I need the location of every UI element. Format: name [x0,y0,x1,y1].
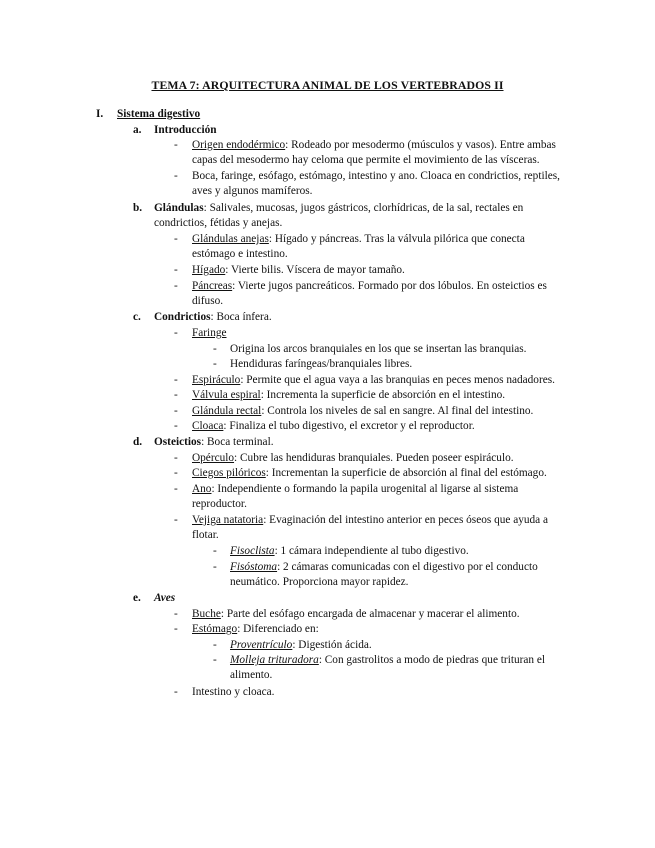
list-marker-c: c. [133,311,141,323]
list-item [192,138,556,153]
bullet-dash: - [174,514,178,526]
list-item-term: Hígado [192,264,226,276]
document-title: TEMA 7: ARQUITECTURA ANIMAL DE LOS VERTEBRADOS II [151,78,504,92]
bullet-dash: - [174,389,178,401]
list-item-term: Faringe [192,327,227,339]
subsection-text: : Boca terminal. [201,436,274,448]
nested-list-item [230,544,469,559]
bullet-dash: - [174,623,178,635]
nested-list-item-term: Fisoclista [230,545,275,557]
nested-list-item [230,638,372,653]
list-item-text: : Incrementa la superficie de absorción en el intestino. [260,389,506,401]
list-item [192,404,533,419]
bullet-dash: - [174,170,178,182]
list-marker-d: d. [133,436,143,448]
bullet-dash: - [213,639,217,651]
list-item-term: Vejiga natatoria [192,514,264,526]
list-item-text: : Vierte bilis. Víscera de mayor tamaño. [225,264,405,276]
list-item [192,622,319,637]
list-item [192,419,475,434]
list-item-term: Ano [192,483,212,495]
nested-list-item: Hendiduras faríngeas/branquiales libres. [230,358,413,370]
subsection-heading-aves: Aves [154,592,176,604]
list-item-text: : Evaginación del intestino anterior en peces óseos que ayuda a [263,514,549,526]
bullet-dash: - [174,420,178,432]
nested-list-item [230,560,538,575]
nested-list-item-continuation: alimento. [230,669,273,681]
nested-list-item-text: : Con gastrolitos a modo de piedras que trituran el [318,654,546,666]
bullet-dash: - [213,343,217,355]
list-item [192,279,547,294]
list-item-continuation: flotar. [192,529,219,541]
bullet-dash: - [174,405,178,417]
list-item-term: Glándulas anejas [192,233,269,245]
list-item-term: Opérculo [192,452,235,464]
list-marker-e: e. [133,592,141,604]
nested-list-item-text: : 1 cámara independiente al tubo digestivo. [274,545,469,557]
list-item-term: Páncreas [192,280,233,292]
subsection-osteictios [154,435,274,450]
bullet-dash: - [213,358,217,370]
nested-list-item-term: Fisóstoma [230,561,278,573]
list-item-term: Buche [192,608,221,620]
list-item-text: : Parte del esófago encargada de almacenar y macerar el alimento. [220,608,520,620]
list-item [192,373,555,388]
bullet-dash: - [174,452,178,464]
list-item-text: : Permite que el agua vaya a las branquias en peces menos nadadores. [240,374,555,386]
list-item-text: : Independiente o formando la papila urogenital al ligarse al sistema [211,483,519,495]
subsection-condrictios [154,310,272,325]
section-number: I. [96,108,104,120]
list-item-continuation: reproductor. [192,498,247,510]
list-item [192,607,520,622]
subsection-heading-introduccion: Introducción [154,124,217,136]
bullet-dash: - [174,233,178,245]
bullet-dash: - [174,264,178,276]
list-item [192,451,514,466]
list-item [192,388,505,403]
bullet-dash: - [174,483,178,495]
bullet-dash: - [213,654,217,666]
bullet-dash: - [174,686,178,698]
subsection-continuation: condrictios, fétidas y anejas. [154,217,283,229]
list-item-text: Intestino y cloaca. [192,686,275,698]
list-item-continuation: difuso. [192,295,224,307]
subsection-heading-condrictios: Condrictios [154,311,211,323]
list-item [192,263,405,278]
bullet-dash: - [213,545,217,557]
nested-list-item: Origina los arcos branquiales en los que se insertan las branquias. [230,343,527,355]
nested-list-item-term: Molleja trituradora [230,654,319,666]
list-item [192,466,547,481]
list-item-text: : Rodeado por mesodermo (músculos y vasos). Entre ambas [285,139,556,151]
bullet-dash: - [174,139,178,151]
nested-list-item-text: : 2 cámaras comunicadas con el digestivo por el conducto [277,561,538,573]
list-item-continuation: aves y algunos mamíferos. [192,185,313,197]
list-item-text: : Finaliza el tubo digestivo, el excretor y el reproductor. [223,420,475,432]
subsection-heading-glandulas: Glándulas [154,202,204,214]
subsection-text: : Boca ínfera. [210,311,272,323]
list-item-text: : Hígado y páncreas. Tras la válvula pilórica que conecta [268,233,525,245]
list-item-text: : Cubre las hendiduras branquiales. Pueden poseer espiráculo. [234,452,514,464]
list-item-term: Ciegos pilóricos [192,467,266,479]
bullet-dash: - [174,280,178,292]
subsection-glandulas [154,201,523,216]
section-heading: Sistema digestivo [117,108,201,120]
subsection-heading-osteictios: Osteictios [154,436,202,448]
list-item-text: : Vierte jugos pancreáticos. Formado por dos lóbulos. En osteictios es [232,280,547,292]
list-item-term: Estómago [192,623,238,635]
list-item-term: Origen endodérmico [192,139,286,151]
nested-list-item [230,653,545,668]
list-item-term: Válvula espiral [192,389,261,401]
list-item [192,232,525,247]
nested-list-item-term: Proventrículo [230,639,293,651]
list-marker-b: b. [133,202,143,214]
bullet-dash: - [174,608,178,620]
bullet-dash: - [174,467,178,479]
nested-list-item-text: : Digestión ácida. [292,639,372,651]
bullet-dash: - [174,327,178,339]
list-item-text: : Diferenciado en: [237,623,319,635]
list-item-term: Cloaca [192,420,224,432]
bullet-dash: - [174,374,178,386]
list-item-term: Glándula rectal [192,405,262,417]
list-marker-a: a. [133,124,142,136]
nested-list-item-continuation: neumático. Proporciona mayor rapidez. [230,576,409,588]
list-item-continuation: estómago e intestino. [192,248,288,260]
list-item-text: Boca, faringe, esófago, estómago, intestino y ano. Cloaca en condrictios, reptiles, [192,170,560,182]
list-item [192,513,548,528]
bullet-dash: - [213,561,217,573]
list-item [192,482,518,497]
subsection-text: : Salivales, mucosas, jugos gástricos, clorhídricas, de la sal, rectales en [203,202,524,214]
list-item-term: Espiráculo [192,374,241,386]
list-item-text: : Controla los niveles de sal en sangre. Al final del intestino. [261,405,534,417]
list-item-continuation: capas del mesodermo hay celoma que permite el movimiento de las vísceras. [192,154,540,166]
list-item-text: : Incrementan la superficie de absorción al final del estómago. [265,467,547,479]
